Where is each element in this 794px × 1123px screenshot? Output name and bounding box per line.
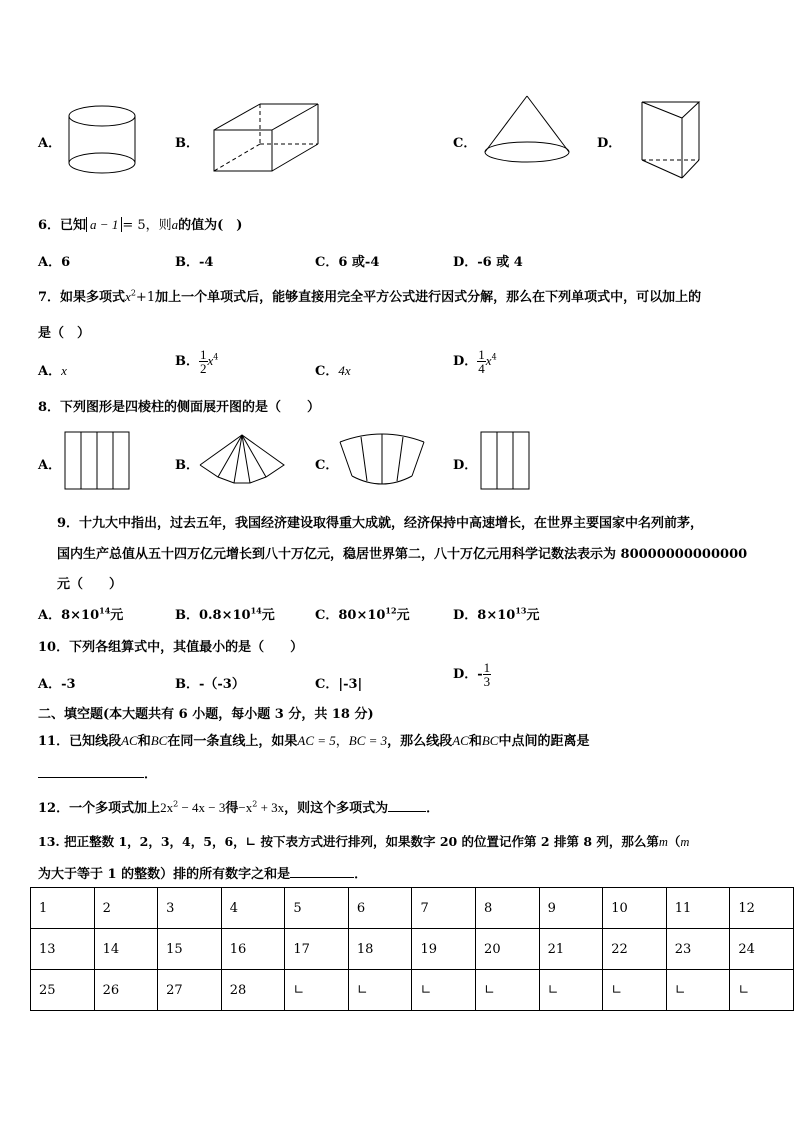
q7-option-b-fraction: $\frac{1}{2}$ [200, 347, 207, 376]
table-cell: 3 [158, 888, 222, 929]
section-heading: 二、填空题(本大题共有 6 小题，每小题 3 分，共 18 分) [38, 707, 374, 722]
q9-line1: 9．十九大中指出，过去五年，我国经济建设取得重大成就，经济保持中高速增长，在世界主要国家中名列前茅， [57, 516, 704, 531]
table-cell: 11 [666, 888, 730, 929]
table-cell: 2 [94, 888, 158, 929]
q9-option-b: B．$0.8\times 10^{14}$元 [175, 605, 275, 623]
q7-option-d-fraction: $\frac{1}{4}$ [478, 347, 485, 376]
table-cell: 18 [348, 929, 412, 970]
triangular-prism-icon [640, 100, 704, 182]
table-row [31, 929, 794, 970]
q11-answer-blank[interactable]: ． [38, 763, 157, 782]
table-cell: ∟ [412, 970, 476, 1011]
table-cell: 7 [412, 888, 476, 929]
q7-stem-line2: 是（ ） [38, 326, 91, 341]
cuboid-icon [212, 102, 322, 174]
table-cell: 1 [31, 888, 95, 929]
q8-option-a-label: A． [38, 458, 62, 473]
table-cell: 17 [285, 929, 349, 970]
table-cell: 13 [31, 929, 95, 970]
cone-icon [483, 94, 573, 166]
q12-answer-blank[interactable] [388, 801, 426, 812]
table-cell: 14 [94, 929, 158, 970]
table-cell: ∟ [285, 970, 349, 1011]
table-cell: 6 [348, 888, 412, 929]
q6-option-c: C．6 或-4 [315, 255, 380, 270]
q8-option-d-label: D． [453, 458, 478, 473]
q10-option-d-fraction: $\frac{1}{3}$ [483, 660, 491, 689]
table-row [31, 888, 794, 929]
q9-option-a: A．$8\times 10^{14}$元 [38, 605, 124, 623]
q13-stem-line2: 为大于等于 1 的整数）排的所有数字之和是 ． [38, 867, 368, 882]
table-cell: ∟ [603, 970, 667, 1011]
curved-strip-icon [338, 432, 428, 488]
q11-stem: 11．已知线段AC和BC在同一条直线上，如果AC = 5，BC = 3，那么线段AC和BC中点间的距离是 [38, 733, 590, 749]
q6-option-d: D．-6 或 4 [453, 255, 523, 270]
table-cell: 22 [603, 929, 667, 970]
table-cell: ∟ [730, 970, 794, 1011]
q10-stem: 10．下列各组算式中，其值最小的是（ ） [38, 640, 304, 655]
table-cell: 10 [603, 888, 667, 929]
q9-line2: 国内生产总值从五十四万亿元增长到八十万亿元，稳居世界第二，八十万亿元用科学记数法表示为 80000000000000 [57, 547, 748, 562]
table-cell: 16 [221, 929, 285, 970]
table-cell: 27 [158, 970, 222, 1011]
table-cell: 8 [476, 888, 540, 929]
four-rectangles-icon [64, 431, 132, 491]
table-cell: ∟ [348, 970, 412, 1011]
table-cell: ∟ [666, 970, 730, 1011]
q13-answer-blank[interactable] [290, 867, 354, 878]
q12-stem: 12．一个多项式加上$2x^2 - 4x - 3$得$-x^2 + 3x$，则这个多项式为 ． [38, 799, 440, 816]
table-cell: 23 [666, 929, 730, 970]
q7-stem: 7．如果多项式$x^2+1$加上一个单项式后，能够直接用完全平方公式进行因式分解，那么在下列单项式中，可以加上的 [38, 288, 702, 305]
q13-stem: 13. 把正整数 1，2，3，4，5，6，∟ 按下表方式进行排列，如果数字 20 的位置记作第 2 排第 8 列，那么第m（m [38, 834, 690, 849]
q6-option-b: B．-4 [175, 255, 214, 270]
q9-line3: 元（ ） [57, 577, 123, 592]
number-table [30, 887, 794, 1011]
q5-option-b-label: B． [175, 136, 199, 151]
table-cell: ∟ [476, 970, 540, 1011]
q10-option-a: A．-3 [38, 677, 76, 692]
q6-option-a: A．6 [38, 255, 71, 270]
q7-option-b: B． $\frac{1}{2}$ $x^4$ [175, 347, 219, 376]
q8-stem: 8．下列图形是四棱柱的侧面展开图的是（ ） [38, 400, 321, 415]
q8-option-c-label: C． [315, 458, 339, 473]
q6-abs-expression: a − 1 [86, 217, 122, 232]
table-cell: ∟ [539, 970, 603, 1011]
fan-triangles-icon [198, 433, 288, 488]
three-rectangles-icon [480, 431, 532, 491]
q6-stem: 6．已知 a − 1 = 5，则a的值为( ) [38, 217, 243, 233]
table-cell: 24 [730, 929, 794, 970]
q10-option-c: C．|-3| [315, 677, 363, 692]
table-cell: 25 [31, 970, 95, 1011]
q8-option-b-label: B． [175, 458, 199, 473]
table-cell: 20 [476, 929, 540, 970]
q5-option-a-label: A． [38, 136, 62, 151]
q5-option-c-label: C． [453, 136, 477, 151]
table-cell: 19 [412, 929, 476, 970]
table-row [31, 970, 794, 1011]
q9-option-c: C．$80\times 10^{12}$元 [315, 605, 410, 623]
table-cell: 15 [158, 929, 222, 970]
cylinder-icon [68, 103, 140, 175]
table-cell: 21 [539, 929, 603, 970]
q7-option-a: A．x [38, 363, 67, 379]
q9-option-d: D．$8\times 10^{13}$元 [453, 605, 540, 623]
table-cell: 9 [539, 888, 603, 929]
q7-option-c: C．4x [315, 363, 351, 379]
q10-option-d: D．- $\frac{1}{3}$ [453, 660, 491, 689]
q7-option-d: D． $\frac{1}{4}$ $x^4$ [453, 347, 497, 376]
table-cell: 5 [285, 888, 349, 929]
table-cell: 4 [221, 888, 285, 929]
table-cell: 12 [730, 888, 794, 929]
q10-option-b: B．-（-3） [175, 677, 245, 692]
table-cell: 26 [94, 970, 158, 1011]
table-cell: 28 [221, 970, 285, 1011]
q5-option-d-label: D． [597, 136, 622, 151]
